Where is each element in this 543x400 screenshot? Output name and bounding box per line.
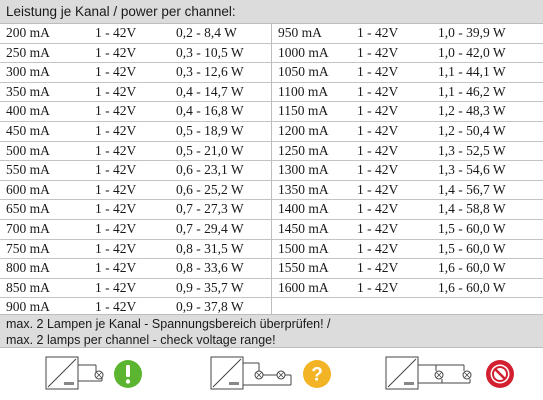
cell-current: 250 mA: [6, 44, 50, 60]
cell-power: 0,5 - 18,9 W: [176, 122, 244, 138]
cell-current: 700 mA: [6, 220, 50, 236]
cell-current: 1600 mA: [278, 279, 329, 295]
cell-power: 1,6 - 60,0 W: [438, 279, 506, 295]
cell-power: 1,4 - 58,8 W: [438, 201, 506, 217]
cell-voltage: 1 - 42V: [95, 162, 137, 178]
cell-voltage: 1 - 42V: [95, 201, 137, 217]
cell-current: 1300 mA: [278, 162, 329, 178]
cell-power: 1,6 - 60,0 W: [438, 260, 506, 276]
cell-voltage: 1 - 42V: [95, 44, 137, 60]
cell-voltage: 1 - 42V: [357, 103, 399, 119]
table-row: [272, 279, 543, 299]
cell-power: 1,5 - 60,0 W: [438, 240, 506, 256]
table-row: [272, 24, 543, 44]
cell-voltage: 1 - 42V: [357, 279, 399, 295]
cell-power: 0,4 - 14,7 W: [176, 83, 244, 99]
cell-power: 1,4 - 56,7 W: [438, 181, 506, 197]
cell-voltage: 1 - 42V: [357, 44, 399, 60]
cell-power: 0,7 - 29,4 W: [176, 220, 244, 236]
cell-power: 0,3 - 10,5 W: [176, 44, 244, 60]
table-row: [272, 63, 543, 83]
table-row: [0, 102, 271, 122]
cell-power: 0,7 - 27,3 W: [176, 201, 244, 217]
cell-voltage: 1 - 42V: [357, 220, 399, 236]
cell-power: 0,4 - 16,8 W: [176, 103, 244, 119]
cell-current: 1250 mA: [278, 142, 329, 158]
cell-power: 1,1 - 44,1 W: [438, 64, 506, 80]
cell-power: 1,2 - 48,3 W: [438, 103, 506, 119]
cell-current: 1450 mA: [278, 220, 329, 236]
cell-voltage: 1 - 42V: [95, 299, 137, 315]
cell-current: 300 mA: [6, 64, 50, 80]
cell-power: 0,9 - 37,8 W: [176, 299, 244, 315]
cell-voltage: 1 - 42V: [357, 162, 399, 178]
table-row: [272, 83, 543, 103]
cell-current: 950 mA: [278, 25, 322, 40]
cell-current: 1100 mA: [278, 83, 329, 99]
table-row: [0, 24, 271, 44]
table-row: [272, 161, 543, 181]
table-row: [0, 200, 271, 220]
cell-voltage: 1 - 42V: [357, 201, 399, 217]
cell-current: 350 mA: [6, 83, 50, 99]
cell-power: 1,0 - 39,9 W: [438, 25, 506, 40]
cell-voltage: 1 - 42V: [357, 122, 399, 138]
wiring-diagrams: [0, 349, 543, 400]
cell-voltage: 1 - 42V: [357, 25, 399, 40]
cell-power: 1,1 - 46,2 W: [438, 83, 506, 99]
table-row: [272, 200, 543, 220]
cell-voltage: 1 - 42V: [95, 122, 137, 138]
cell-current: 450 mA: [6, 122, 50, 138]
table-row: [0, 83, 271, 103]
table-row: [0, 181, 271, 201]
table-row: [272, 220, 543, 240]
cell-current: 400 mA: [6, 103, 50, 119]
cell-voltage: 1 - 42V: [95, 220, 137, 236]
cell-current: 800 mA: [6, 260, 50, 276]
cell-power: 0,8 - 31,5 W: [176, 240, 244, 256]
table-row: [272, 142, 543, 162]
cell-voltage: 1 - 42V: [95, 279, 137, 295]
note-line-en: max. 2 lamps per channel - check voltage range!: [6, 332, 276, 347]
cell-current: 1000 mA: [278, 44, 329, 60]
cell-voltage: 1 - 42V: [357, 181, 399, 197]
table-row: [0, 44, 271, 64]
cell-voltage: 1 - 42V: [357, 142, 399, 158]
table-row: [0, 122, 271, 142]
cell-current: 500 mA: [6, 142, 50, 158]
cell-power: 0,6 - 23,1 W: [176, 162, 244, 178]
table-column-right: [271, 24, 543, 318]
table-row: [272, 240, 543, 260]
cell-voltage: 1 - 42V: [95, 25, 137, 40]
cell-voltage: 1 - 42V: [357, 260, 399, 276]
cell-power: 1,5 - 60,0 W: [438, 220, 506, 236]
table-row: [0, 142, 271, 162]
table-row: [272, 259, 543, 279]
cell-power: 1,2 - 50,4 W: [438, 122, 506, 138]
cell-power: 0,6 - 25,2 W: [176, 181, 244, 197]
cell-current: 1050 mA: [278, 64, 329, 80]
table-row: [0, 279, 271, 299]
cell-current: 1200 mA: [278, 122, 329, 138]
wiring-diagram-two-lamps-series: [205, 349, 355, 400]
cell-current: 900 mA: [6, 299, 50, 315]
cell-power: 1,3 - 54,6 W: [438, 162, 506, 178]
cell-current: 850 mA: [6, 279, 50, 295]
cell-power: 0,3 - 12,6 W: [176, 64, 244, 80]
warning-note: [0, 314, 543, 348]
table-row: [272, 102, 543, 122]
cell-power: 0,9 - 35,7 W: [176, 279, 244, 295]
table-row: [0, 240, 271, 260]
table-row: [272, 181, 543, 201]
wiring-diagram-two-lamps-parallel: [380, 349, 540, 400]
cell-current: 1350 mA: [278, 181, 329, 197]
table-row: [272, 44, 543, 64]
cell-power: 1,3 - 52,5 W: [438, 142, 506, 158]
cell-current: 750 mA: [6, 240, 50, 256]
cell-voltage: 1 - 42V: [95, 240, 137, 256]
cell-current: 1500 mA: [278, 240, 329, 256]
cell-current: 1150 mA: [278, 103, 329, 119]
cell-voltage: 1 - 42V: [95, 64, 137, 80]
cell-current: 1550 mA: [278, 260, 329, 276]
cell-power: 0,8 - 33,6 W: [176, 260, 244, 276]
cell-power: 1,0 - 42,0 W: [438, 44, 506, 60]
table-row: [0, 161, 271, 181]
cell-current: 200 mA: [6, 25, 50, 40]
cell-voltage: 1 - 42V: [95, 260, 137, 276]
table-row: [272, 122, 543, 142]
table-row: [0, 63, 271, 83]
cell-power: 0,2 - 8,4 W: [176, 25, 237, 40]
cell-current: 600 mA: [6, 181, 50, 197]
cell-voltage: 1 - 42V: [95, 142, 137, 158]
table-column-left: [0, 24, 271, 318]
svg-text:?: ?: [311, 364, 323, 386]
table-row: [0, 259, 271, 279]
cell-current: 550 mA: [6, 162, 50, 178]
note-line-de: max. 2 Lampen je Kanal - Spannungsbereich überprüfen! /: [6, 317, 331, 331]
cell-voltage: 1 - 42V: [95, 83, 137, 99]
power-table: [0, 24, 543, 318]
cell-voltage: 1 - 42V: [357, 240, 399, 256]
table-row: [0, 220, 271, 240]
cell-voltage: 1 - 42V: [95, 103, 137, 119]
cell-voltage: 1 - 42V: [357, 64, 399, 80]
cell-voltage: 1 - 42V: [95, 181, 137, 197]
wiring-diagram-one-lamp: [40, 349, 190, 400]
cell-current: 650 mA: [6, 201, 50, 217]
cell-voltage: 1 - 42V: [357, 83, 399, 99]
cell-current: 1400 mA: [278, 201, 329, 217]
cell-power: 0,5 - 21,0 W: [176, 142, 244, 158]
table-header: Leistung je Kanal / power per channel:: [0, 0, 543, 24]
